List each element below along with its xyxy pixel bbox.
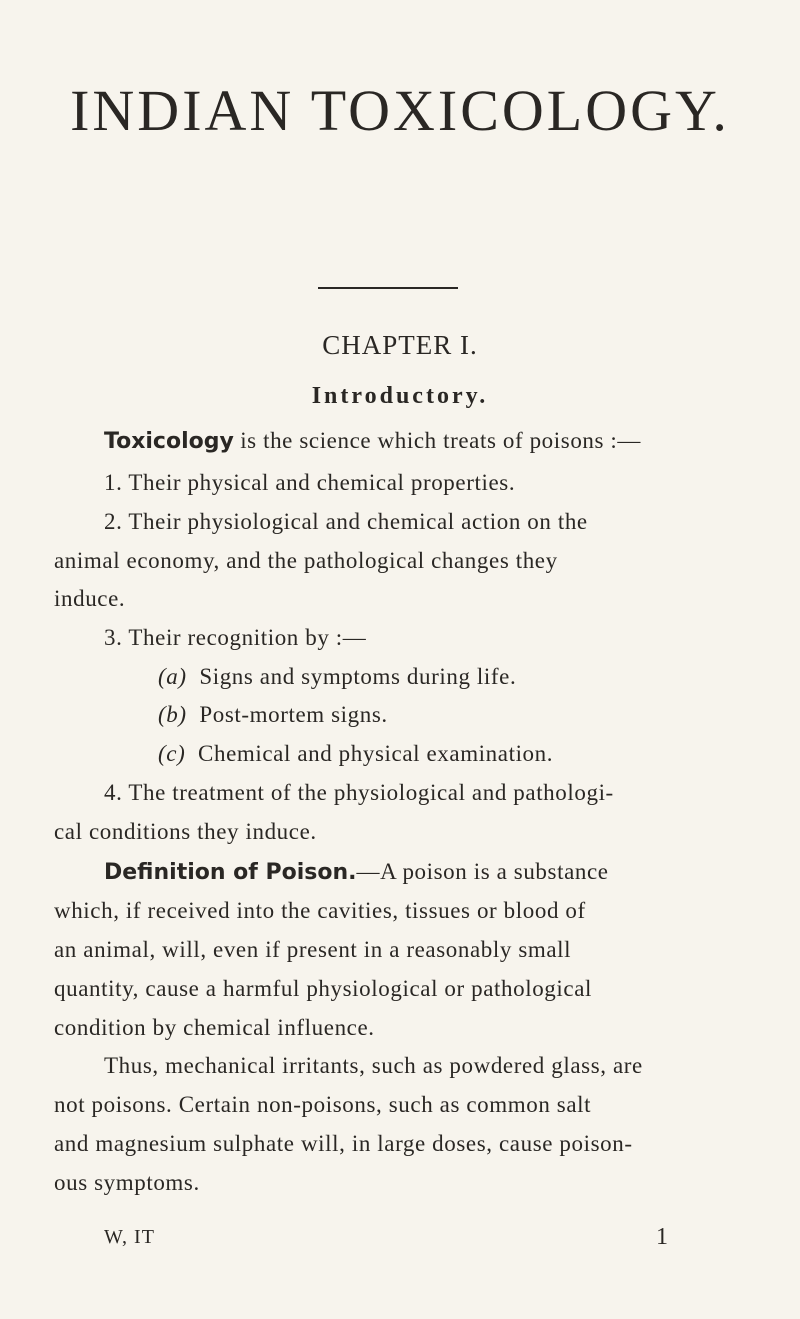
list-item-2-line-1: 2. Their physiological and chemical action on the [104, 509, 588, 534]
chapter-heading: CHAPTER I. [322, 330, 478, 360]
thus-line-3: and magnesium sulphate will, in large doses, cause poison- [54, 1131, 633, 1156]
book-title: INDIAN TOXICOLOGY. [70, 78, 730, 143]
definition-line-1 [0, 860, 800, 884]
signature-mark: W, IT [104, 1226, 155, 1248]
sub-item-b-label: (b) [158, 702, 187, 727]
sub-item-c [0, 742, 800, 765]
sub-item-a-label: (a) [158, 664, 187, 689]
thus-line-1: Thus, mechanical irritants, such as powdered glass, are [104, 1053, 643, 1078]
definition-line-2: which, if received into the cavities, tissues or blood of [54, 898, 586, 923]
definition-line-1-rest: —A poison is a substance [356, 859, 609, 884]
list-item-3: 3. Their recognition by :— [104, 625, 367, 650]
sub-item-c-label: (c) [158, 741, 186, 766]
definition-line-4: quantity, cause a harmful physiological or pathological [54, 976, 592, 1001]
sub-item-b-text: Post-mortem signs. [199, 702, 388, 727]
sub-item-c-text: Chemical and physical examination. [198, 741, 554, 766]
list-item-2-line-2: animal economy, and the pathological changes they [54, 548, 558, 573]
definition-term: Definition of Poison. [104, 860, 357, 885]
title-divider [318, 287, 458, 289]
list-item-2-line-3: induce. [54, 586, 126, 611]
intro-paragraph [0, 429, 800, 453]
list-item-1: 1. Their physical and chemical properties. [104, 470, 516, 495]
list-item-4-line-1: 4. The treatment of the physiological and pathologi- [104, 780, 614, 805]
definition-line-3: an animal, will, even if present in a reasonably small [54, 937, 572, 962]
definition-line-5: condition by chemical influence. [54, 1015, 375, 1040]
sub-item-a-text: Signs and symptoms during life. [199, 664, 517, 689]
sub-item-a [0, 665, 800, 688]
section-title: Introductory. [311, 383, 489, 409]
intro-text: is the science which treats of poisons :— [233, 428, 642, 453]
list-item-4-line-2: cal conditions they induce. [54, 819, 317, 844]
sub-item-b [0, 703, 800, 726]
thus-line-2: not poisons. Certain non-poisons, such as common salt [54, 1092, 592, 1117]
page-number: 1 [656, 1224, 668, 1250]
thus-line-4: ous symptoms. [54, 1170, 200, 1195]
toxicology-term: Toxicology [104, 429, 234, 454]
